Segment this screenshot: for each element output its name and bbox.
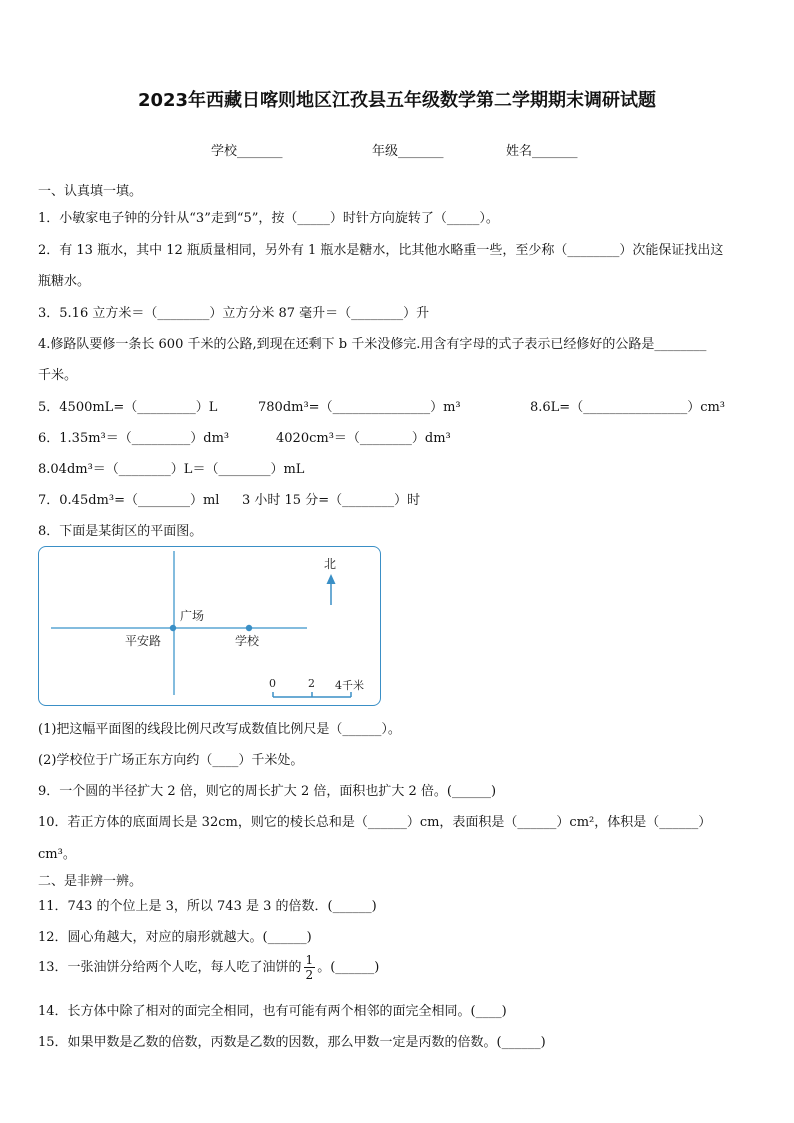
one-half-fraction <box>304 953 316 982</box>
question-5-part-b: 780dm³=（_______________）m³ <box>258 400 461 415</box>
page-title: 2023年西藏日喀则地区江孜县五年级数学第二学期期末调研试题 <box>137 90 657 111</box>
question-12: 12．圆心角越大，对应的扇形就越大。(______) <box>38 930 312 945</box>
question-4-line-2: 千米。 <box>38 368 78 383</box>
question-11: 11．743 的个位上是 3，所以 743 是 3 的倍数．(______) <box>38 899 377 914</box>
question-13-answer: 。(______) <box>317 960 380 975</box>
question-7-part-b: 3 小时 15 分=（________）时 <box>242 493 421 508</box>
question-15: 15．如果甲数是乙数的倍数，丙数是乙数的因数，那么甲数一定是丙数的倍数。(______) <box>38 1035 546 1050</box>
section-heading-2: 二、是非辨一辨。 <box>38 874 143 889</box>
question-6-part-b: 4020cm³＝（________）dm³ <box>276 431 451 446</box>
north-arrow-icon <box>327 574 336 584</box>
question-9: 9．一个圆的半径扩大 2 倍，则它的周长扩大 2 倍，面积也扩大 2 倍。(______) <box>38 784 497 799</box>
question-8-part-1: (1)把这幅平面图的线段比例尺改写成数值比例尺是（______）。 <box>38 722 401 737</box>
school-field: 学校_______ <box>211 144 283 159</box>
question-5-part-c: 8.6L=（________________）cm³ <box>530 400 726 415</box>
question-14: 14．长方体中除了相对的面完全相同，也有可能有两个相邻的面完全相同。(____) <box>38 1004 507 1019</box>
scale-label-4: 4千米 <box>335 679 364 692</box>
question-13 <box>38 953 379 982</box>
section-heading-1: 一、认真填一填。 <box>38 184 143 199</box>
scale-label-2: 2 <box>308 677 315 690</box>
question-5-part-a: 5．4500mL=（_________）L <box>38 400 218 415</box>
north-label: 北 <box>324 557 337 571</box>
question-8: 8．下面是某街区的平面图。 <box>38 524 203 539</box>
plaza-point <box>170 625 176 631</box>
question-7-part-a: 7．0.45dm³=（________）ml <box>38 493 220 508</box>
question-13-text: 13．一张油饼分给两个人吃，每人吃了油饼的 <box>38 960 302 975</box>
road-label: 平安路 <box>125 634 162 648</box>
street-map <box>38 546 381 706</box>
question-10-line-1: 10．若正方体的底面周长是 32cm，则它的棱长总和是（______）cm，表面积是（______）cm²，体积是（______） <box>38 815 712 830</box>
fraction-denominator: 2 <box>305 968 314 982</box>
question-2-line-1: 2．有 13 瓶水，其中 12 瓶质量相同，另外有 1 瓶水是糖水，比其他水略重一些，至少称（________）次能保证找出这 <box>38 243 724 258</box>
question-6-part-c: 8.04dm³＝（________）L＝（________）mL <box>38 462 305 477</box>
school-label: 学校 <box>235 634 260 648</box>
fraction-numerator: 1 <box>305 953 314 967</box>
name-field: 姓名_______ <box>506 144 578 159</box>
grade-field: 年级_______ <box>372 144 444 159</box>
question-2-line-2: 瓶糖水。 <box>38 274 91 289</box>
question-6-part-a: 6．1.35m³＝（_________）dm³ <box>38 431 230 446</box>
question-4-line-1: 4.修路队要修一条长 600 千米的公路,到现在还剩下 b 千米没修完.用含有字母的式子表示已经修好的公路是________ <box>38 337 707 352</box>
question-8-part-2: (2)学校位于广场正东方向约（____）千米处。 <box>38 753 304 768</box>
question-10-line-2: cm³。 <box>38 847 76 862</box>
plaza-label: 广场 <box>180 609 205 623</box>
question-3: 3．5.16 立方米＝（________）立方分米 87 毫升＝（________）升 <box>38 306 430 321</box>
question-1: 1．小敏家电子钟的分针从“3”走到“5”，按（_____）时针方向旋转了（_____）。 <box>38 211 499 226</box>
scale-label-0: 0 <box>269 677 276 690</box>
school-point <box>246 625 252 631</box>
